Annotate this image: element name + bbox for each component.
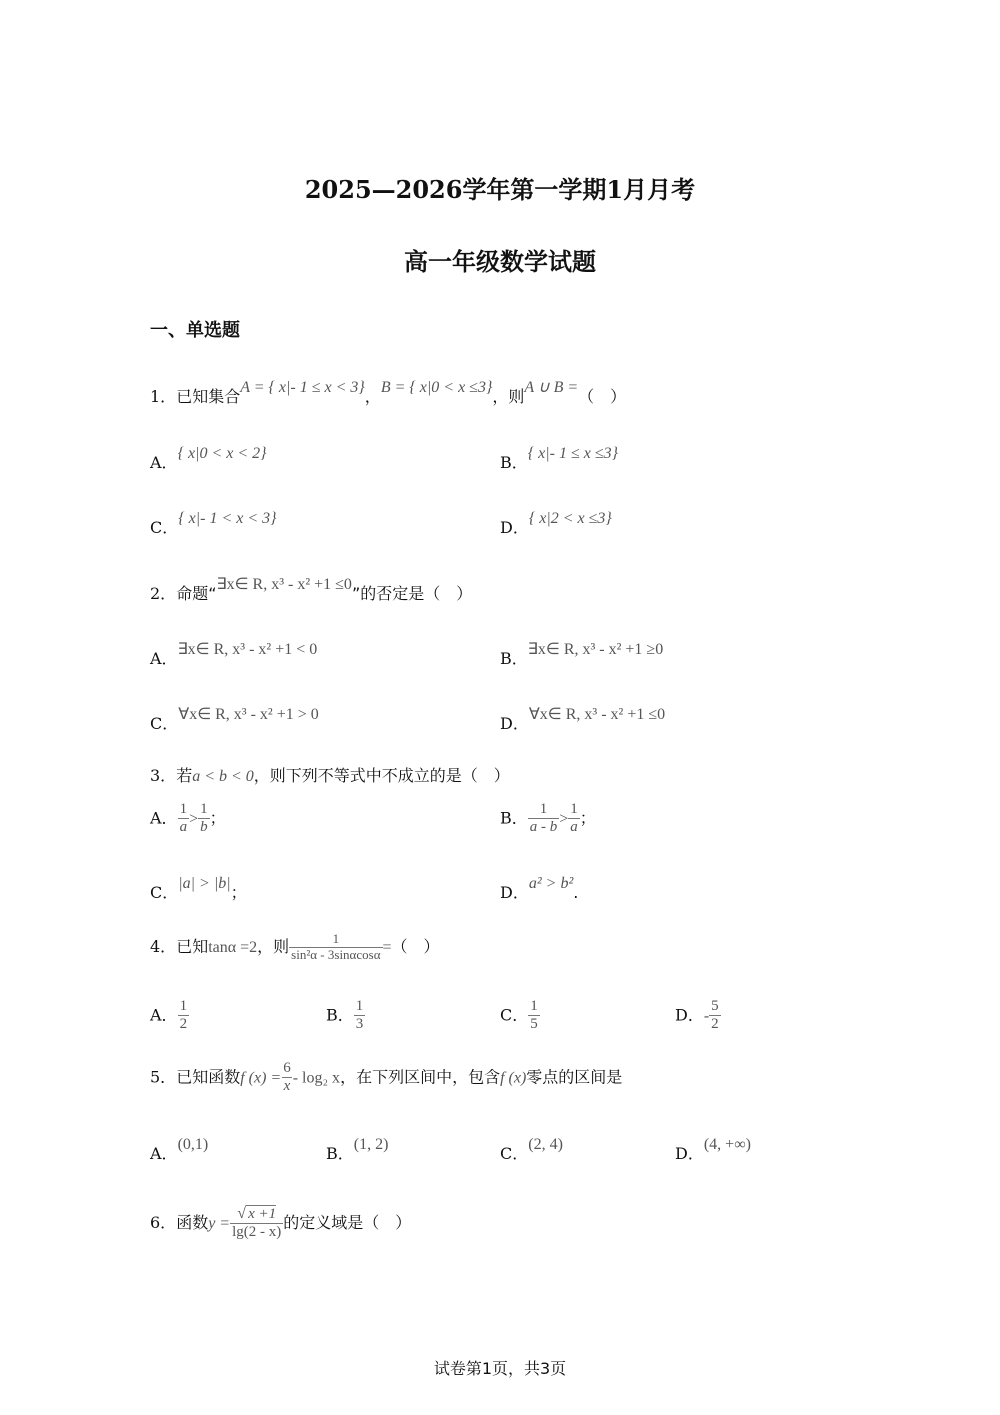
question-number: 3． <box>150 766 177 785</box>
question-text: 命题“ <box>176 584 217 603</box>
fraction-denominator: a <box>179 819 188 836</box>
fraction <box>709 998 721 1034</box>
option-math: (0,1) <box>177 1136 209 1153</box>
option-math: ∀x∈ R, x³ - x² +1 ≤0 <box>528 706 666 723</box>
q4-option-d[interactable] <box>675 998 721 1034</box>
fraction <box>568 801 580 837</box>
option-math: |a| > |b| <box>178 875 231 892</box>
option-end: ； <box>230 883 247 902</box>
fraction-denominator: a - b <box>529 819 558 836</box>
fraction-numerator: 1 <box>530 998 538 1014</box>
option-math: ∀x∈ R, x³ - x² +1 > 0 <box>178 706 319 723</box>
q5-option-c[interactable] <box>500 1136 563 1164</box>
question-text: ”的否定是（ ） <box>351 584 473 603</box>
q3-option-b[interactable] <box>500 801 596 837</box>
math-expression: f (x) = <box>240 1069 282 1087</box>
question-5 <box>150 1060 622 1096</box>
option-label: D． <box>500 883 529 902</box>
option-label: C． <box>150 883 179 902</box>
math-expression: y = <box>208 1214 231 1232</box>
option-math: { x|2 < x ≤3} <box>528 510 612 527</box>
math-expression: A ∪ B = <box>524 379 579 396</box>
question-text: 已知 <box>176 936 209 956</box>
option-end: ； <box>209 808 226 828</box>
fraction-denominator: 5 <box>530 1016 538 1033</box>
exam-title: 2025—2026学年第一学期1月月考 <box>304 175 696 204</box>
option-math: (4, +∞) <box>703 1136 751 1153</box>
math-expression: A = { x|- 1 ≤ x < 3} <box>240 379 365 396</box>
option-label: D． <box>500 518 529 537</box>
fraction <box>230 1205 283 1242</box>
option-label: D． <box>675 1144 704 1163</box>
fraction <box>281 1060 293 1096</box>
sqrt-radicand: x +1 <box>248 1206 277 1222</box>
fraction-numerator: 1 <box>179 998 188 1014</box>
question-4 <box>150 932 440 963</box>
question-text: 若 <box>176 766 193 785</box>
fraction-denominator: sin²α - 3sinαcosα <box>291 946 381 962</box>
option-label: B． <box>500 649 528 668</box>
fraction-numerator: 1 <box>539 801 548 817</box>
option-label: B． <box>326 1005 354 1025</box>
option-math: ∃x∈ R, x³ - x² +1 < 0 <box>177 641 318 658</box>
fraction-denominator: 2 <box>711 1016 719 1033</box>
question-text: 的定义域是（ ） <box>283 1212 412 1232</box>
fraction <box>528 801 560 837</box>
option-label: A． <box>150 1144 178 1163</box>
option-math: (2, 4) <box>528 1136 563 1153</box>
fraction <box>198 801 210 837</box>
question-number: 2． <box>150 584 177 603</box>
question-text: 函数 <box>176 1212 209 1232</box>
q3-option-d[interactable] <box>500 875 579 903</box>
q5-option-d[interactable] <box>675 1136 751 1164</box>
option-label: C． <box>500 1005 529 1025</box>
equals-sign: = <box>382 938 392 956</box>
question-number: 6． <box>150 1212 177 1232</box>
option-end: . <box>573 883 579 902</box>
fraction-denominator: lg(2 - x) <box>232 1224 282 1241</box>
fraction-denominator: x <box>283 1078 291 1095</box>
q1-option-d[interactable] <box>500 510 612 538</box>
fraction <box>178 998 190 1034</box>
option-label: C． <box>500 1144 529 1163</box>
fraction-denominator: 3 <box>355 1016 364 1033</box>
fraction <box>528 998 540 1034</box>
fraction <box>289 932 382 963</box>
answer-paren: （ ） <box>578 387 627 406</box>
question-text: ，则 <box>492 387 525 406</box>
q1-option-b[interactable] <box>500 445 619 473</box>
fraction-numerator: 1 <box>332 931 340 946</box>
option-math: ∃x∈ R, x³ - x² +1 ≥0 <box>527 641 664 658</box>
option-math: { x|- 1 < x < 3} <box>178 510 277 527</box>
question-6 <box>150 1205 411 1242</box>
exam-subtitle: 高一年级数学试题 <box>404 247 596 276</box>
operator: > <box>559 810 569 828</box>
question-text: ，则下列不等式中不成立的是（ ） <box>253 766 510 785</box>
q3-option-c[interactable] <box>150 875 247 903</box>
question-number: 4． <box>150 936 177 956</box>
option-label: A． <box>150 453 178 472</box>
page-footer: 试卷第1页，共3页 <box>433 1359 567 1378</box>
option-label: A． <box>150 808 178 828</box>
q5-option-a[interactable] <box>150 1136 209 1164</box>
option-label: D． <box>675 1005 704 1025</box>
question-3 <box>150 763 510 786</box>
math-expression: ∃x∈ R, x³ - x² +1 ≤0 <box>216 576 352 593</box>
q2-option-d[interactable] <box>500 706 666 734</box>
q4-option-c[interactable] <box>500 998 540 1034</box>
q4-option-b[interactable] <box>326 998 365 1034</box>
q2-option-b[interactable] <box>500 641 664 669</box>
q5-option-b[interactable] <box>326 1136 389 1164</box>
fraction-numerator: 1 <box>570 801 578 817</box>
option-math: { x|- 1 ≤ x ≤3} <box>527 445 619 462</box>
math-expression: tanα =2 <box>208 938 258 956</box>
fraction-numerator: 1 <box>179 801 188 817</box>
option-label: B． <box>500 808 528 828</box>
question-1 <box>150 379 627 407</box>
question-number: 1． <box>150 387 177 406</box>
fraction-numerator: 5 <box>711 998 719 1014</box>
math-expression: B = { x|0 < x ≤3} <box>380 379 493 396</box>
q1-option-c[interactable] <box>150 510 277 538</box>
answer-paren: （ ） <box>391 936 440 956</box>
q3-option-a[interactable] <box>150 801 226 837</box>
option-label: D． <box>500 714 529 733</box>
question-2 <box>150 576 473 604</box>
option-label: B． <box>500 453 528 472</box>
question-text: ，在下列区间中，包含 <box>340 1067 501 1087</box>
negative-sign: - <box>703 1007 710 1025</box>
fraction-denominator: a <box>570 819 578 836</box>
question-number: 5． <box>150 1067 177 1087</box>
fraction-numerator: 1 <box>355 998 364 1014</box>
fraction-numerator: 6 <box>283 1060 291 1076</box>
option-label: B． <box>326 1144 354 1163</box>
option-label: C． <box>150 714 179 733</box>
q1-option-a[interactable] <box>150 445 267 473</box>
fraction <box>354 998 366 1034</box>
question-text: ， <box>364 387 381 406</box>
math-expression: f (x) <box>500 1069 527 1087</box>
sqrt-icon: √ <box>237 1205 247 1222</box>
question-text: 零点的区间是 <box>526 1067 623 1087</box>
section-title: 一、单选题 <box>150 320 240 341</box>
option-math: a² > b² <box>528 875 574 892</box>
math-expression: - log₂ x <box>292 1069 341 1087</box>
option-end: ； <box>579 808 596 828</box>
fraction-denominator: b <box>200 819 208 836</box>
q2-option-a[interactable] <box>150 641 318 669</box>
operator: > <box>189 810 199 828</box>
fraction-numerator: 1 <box>200 801 208 817</box>
fraction-numerator <box>235 1205 278 1223</box>
fraction <box>178 801 190 837</box>
option-math: { x|0 < x < 2} <box>177 445 267 462</box>
q4-option-a[interactable] <box>150 998 189 1034</box>
math-expression: a < b < 0 <box>192 768 254 785</box>
question-text: 已知函数 <box>176 1067 241 1087</box>
question-text: 已知集合 <box>176 387 241 406</box>
question-text: ，则 <box>257 936 290 956</box>
q2-option-c[interactable] <box>150 706 319 734</box>
option-math: (1, 2) <box>353 1136 389 1153</box>
option-label: A． <box>150 649 178 668</box>
fraction-denominator: 2 <box>179 1016 188 1033</box>
option-label: A． <box>150 1005 178 1025</box>
option-label: C． <box>150 518 179 537</box>
